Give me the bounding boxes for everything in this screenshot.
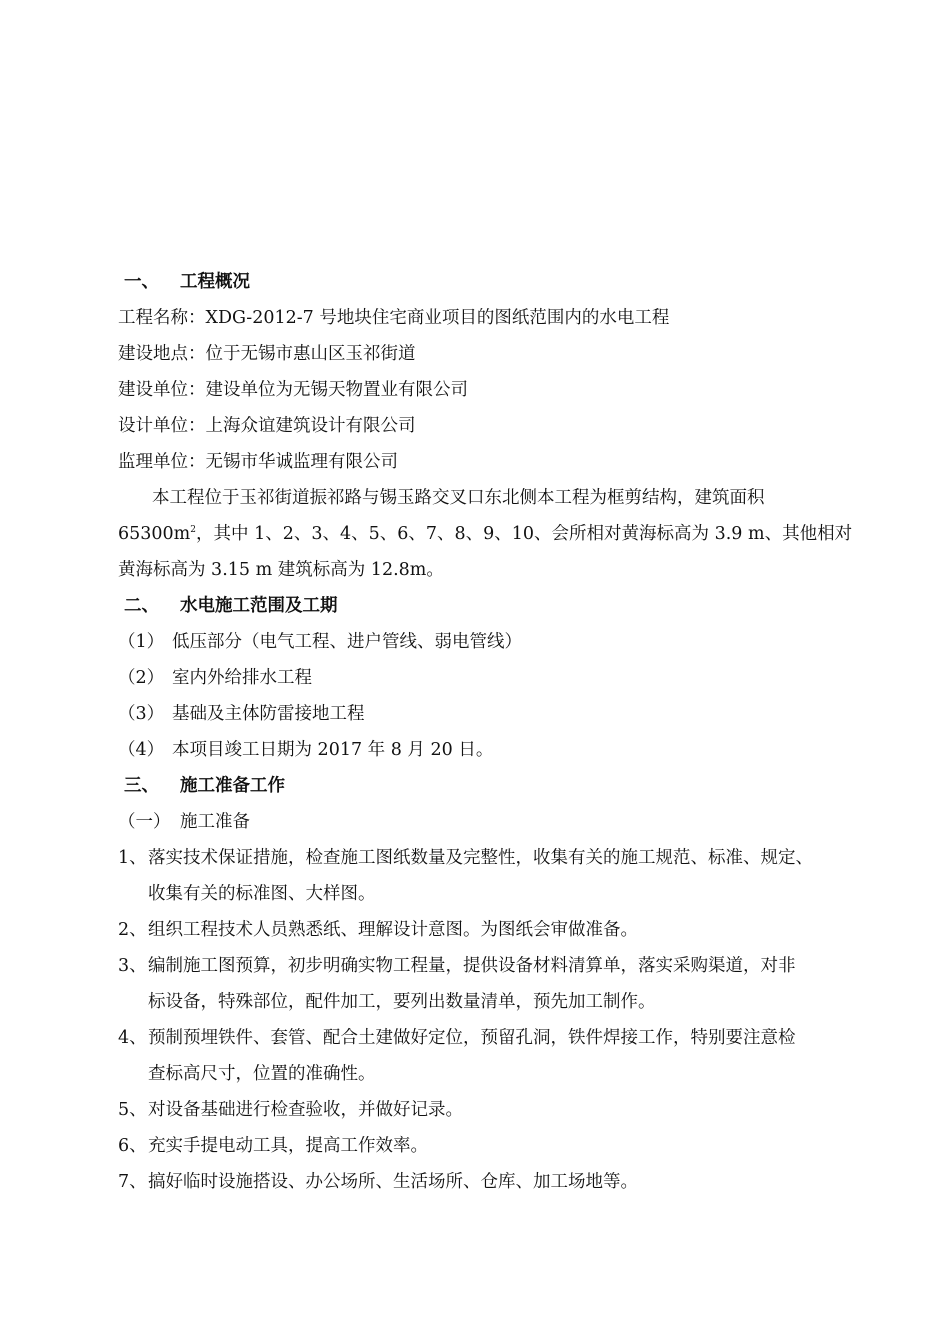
- prep-item-1-continuation: 收集有关的标准图、大样图。: [148, 884, 376, 904]
- section-2-heading: [124, 594, 338, 618]
- scope-item-2: [118, 666, 312, 690]
- scope-item-text: 本项目竣工日期为 2017 年 8 月 20 日。: [172, 740, 494, 760]
- scope-item-4: [118, 738, 493, 762]
- prep-item-3-continuation: 标设备，特殊部位，配件加工，要列出数量清单，预先加工制作。: [148, 992, 656, 1012]
- prep-item-text: 落实技术保证措施，检查施工图纸数量及完整性，收集有关的施工规范、标准、规定、: [148, 848, 813, 868]
- supervision-unit-line: 监理单位：无锡市华诚监理有限公司: [118, 452, 398, 472]
- scope-item-text: 低压部分（电气工程、进户管线、弱电管线）: [172, 632, 522, 652]
- prep-item-text: 搞好临时设施搭设、办公场所、生活场所、仓库、加工场地等。: [148, 1172, 638, 1192]
- prep-item-number: 6、: [118, 1136, 147, 1156]
- construction-unit-line: 建设单位：建设单位为无锡天物置业有限公司: [118, 380, 468, 400]
- prep-item-4-continuation: 查标高尺寸，位置的准确性。: [148, 1064, 376, 1084]
- prep-item-text: 编制施工图预算，初步明确实物工程量，提供设备材料清算单，落实采购渠道，对非: [148, 956, 796, 976]
- prep-item-number: 3、: [118, 956, 147, 976]
- prep-item-5: [118, 1098, 463, 1122]
- building-area-value: 65300m: [118, 524, 191, 544]
- scope-item-text: 室内外给排水工程: [172, 668, 312, 688]
- prep-item-2: [118, 918, 638, 942]
- prep-item-text: 充实手提电动工具，提高工作效率。: [148, 1136, 428, 1156]
- prep-item-4: [118, 1026, 796, 1050]
- section-3-number: 三、: [124, 776, 159, 796]
- prep-item-7: [118, 1170, 638, 1194]
- prep-item-text: 预制预埋铁件、套管、配合土建做好定位，预留孔洞，铁件焊接工作，特别要注意检: [148, 1028, 796, 1048]
- overview-paragraph-line-2-rest: ，其中 1、2、3、4、5、6、7、8、9、10、会所相对黄海标高为 3.9 m、其他相对: [196, 524, 853, 544]
- section-2-number: 二、: [124, 596, 159, 616]
- prep-item-text: 对设备基础进行检查验收，并做好记录。: [148, 1100, 463, 1120]
- scope-item-number: （3）: [118, 704, 165, 724]
- section-1-heading: [124, 270, 250, 294]
- section-1-title: 工程概况: [180, 272, 250, 292]
- scope-item-number: （4）: [118, 740, 165, 760]
- project-location-line: 建设地点：位于无锡市惠山区玉祁街道: [118, 344, 416, 364]
- scope-item-text: 基础及主体防雷接地工程: [172, 704, 365, 724]
- section-3-heading: [124, 774, 285, 798]
- prep-item-number: 4、: [118, 1028, 147, 1048]
- prep-item-6: [118, 1134, 428, 1158]
- scope-item-number: （2）: [118, 668, 165, 688]
- overview-paragraph-line-1: 本工程位于玉祁街道振祁路与锡玉路交叉口东北侧本工程为框剪结构，建筑面积: [152, 488, 765, 508]
- section-3-title: 施工准备工作: [180, 776, 285, 796]
- prep-item-number: 5、: [118, 1100, 147, 1120]
- area-superscript: 2: [190, 525, 196, 535]
- overview-paragraph-line-2: [118, 522, 852, 546]
- scope-item-1: [118, 630, 522, 654]
- section-1-number: 一、: [124, 272, 159, 292]
- scope-item-3: [118, 702, 365, 726]
- prep-item-3: [118, 954, 796, 978]
- design-unit-line: 设计单位：上海众谊建筑设计有限公司: [118, 416, 416, 436]
- scope-item-number: （1）: [118, 632, 165, 652]
- prep-item-number: 2、: [118, 920, 147, 940]
- section-2-title: 水电施工范围及工期: [180, 596, 338, 616]
- subsection-number: （一）: [118, 812, 171, 832]
- overview-paragraph-line-3: 黄海标高为 3.15 m 建筑标高为 12.8m。: [118, 560, 444, 580]
- prep-item-number: 1、: [118, 848, 147, 868]
- prep-item-1: [118, 846, 813, 870]
- project-name-line: 工程名称：XDG-2012-7 号地块住宅商业项目的图纸范围内的水电工程: [118, 308, 670, 328]
- subsection-title: 施工准备: [180, 812, 250, 832]
- subsection-1-heading: [118, 810, 250, 834]
- prep-item-text: 组织工程技术人员熟悉纸、理解设计意图。为图纸会审做准备。: [148, 920, 638, 940]
- prep-item-number: 7、: [118, 1172, 147, 1192]
